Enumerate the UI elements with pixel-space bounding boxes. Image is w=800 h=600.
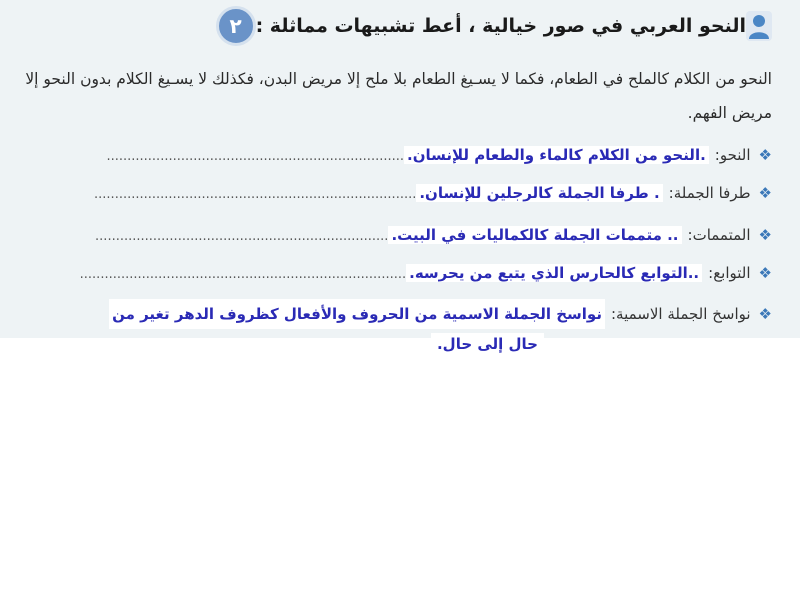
item-answer[interactable]: .النحو من الكلام كالماء والطعام للإنسان. [404, 146, 709, 164]
exercise-number-badge: ٢ [216, 6, 256, 46]
diamond-bullet-icon: ❖ [758, 264, 772, 282]
item-label: نواسخ الجملة الاسمية: [610, 305, 751, 323]
item-answer[interactable]: . طرفا الجملة كالرجلين للإنسان. [416, 184, 662, 202]
list-item-followers [80, 264, 772, 282]
item-label: التوابع: [708, 264, 751, 282]
intro-paragraph: النحو من الكلام كالملح في الطعام، فكما لا يسـيغ الطعام بلا ملح إلا مريض البدن، فكذلك لا يسـيغ الكلام بدون النحو إلا مريض الفهم. [25, 70, 772, 122]
answer-dots: ........................................................................ [106, 149, 404, 164]
item-label: طرفا الجملة: [668, 184, 751, 202]
diamond-bullet-icon: ❖ [758, 146, 772, 164]
diamond-bullet-icon: ❖ [758, 305, 772, 323]
list-item-nahw [106, 146, 772, 164]
item-answer[interactable]: ..التوابع كالحارس الذي يتبع من يحرسه. [406, 264, 702, 282]
item-label: المتممات: [687, 226, 751, 244]
exercise-header [204, 8, 786, 44]
person-icon [746, 11, 772, 41]
item-answer[interactable]: .. متممات الجملة كالكماليات في البيت. [388, 226, 681, 244]
diamond-bullet-icon: ❖ [758, 184, 772, 202]
exercise-title: النحو العربي في صور خيالية ، أعط تشبيهات مماثلة : [255, 15, 746, 37]
answer-dots: ............................................................................... [79, 267, 407, 282]
item-answer[interactable]: نواسخ الجملة الاسمية من الحروف والأفعال كظروف الدهر تغير من [109, 299, 605, 329]
item-answer-continuation[interactable]: حال إلى حال. [431, 333, 544, 355]
item-label: النحو: [714, 146, 751, 164]
answer-dots: .............................................................................. [94, 187, 417, 202]
answer-dots: ....................................................................... [95, 229, 389, 244]
list-item-sentence-parts [94, 184, 772, 202]
diamond-bullet-icon: ❖ [758, 226, 772, 244]
list-item-complements [95, 226, 772, 244]
list-item-nominal-cancellers [30, 299, 772, 329]
